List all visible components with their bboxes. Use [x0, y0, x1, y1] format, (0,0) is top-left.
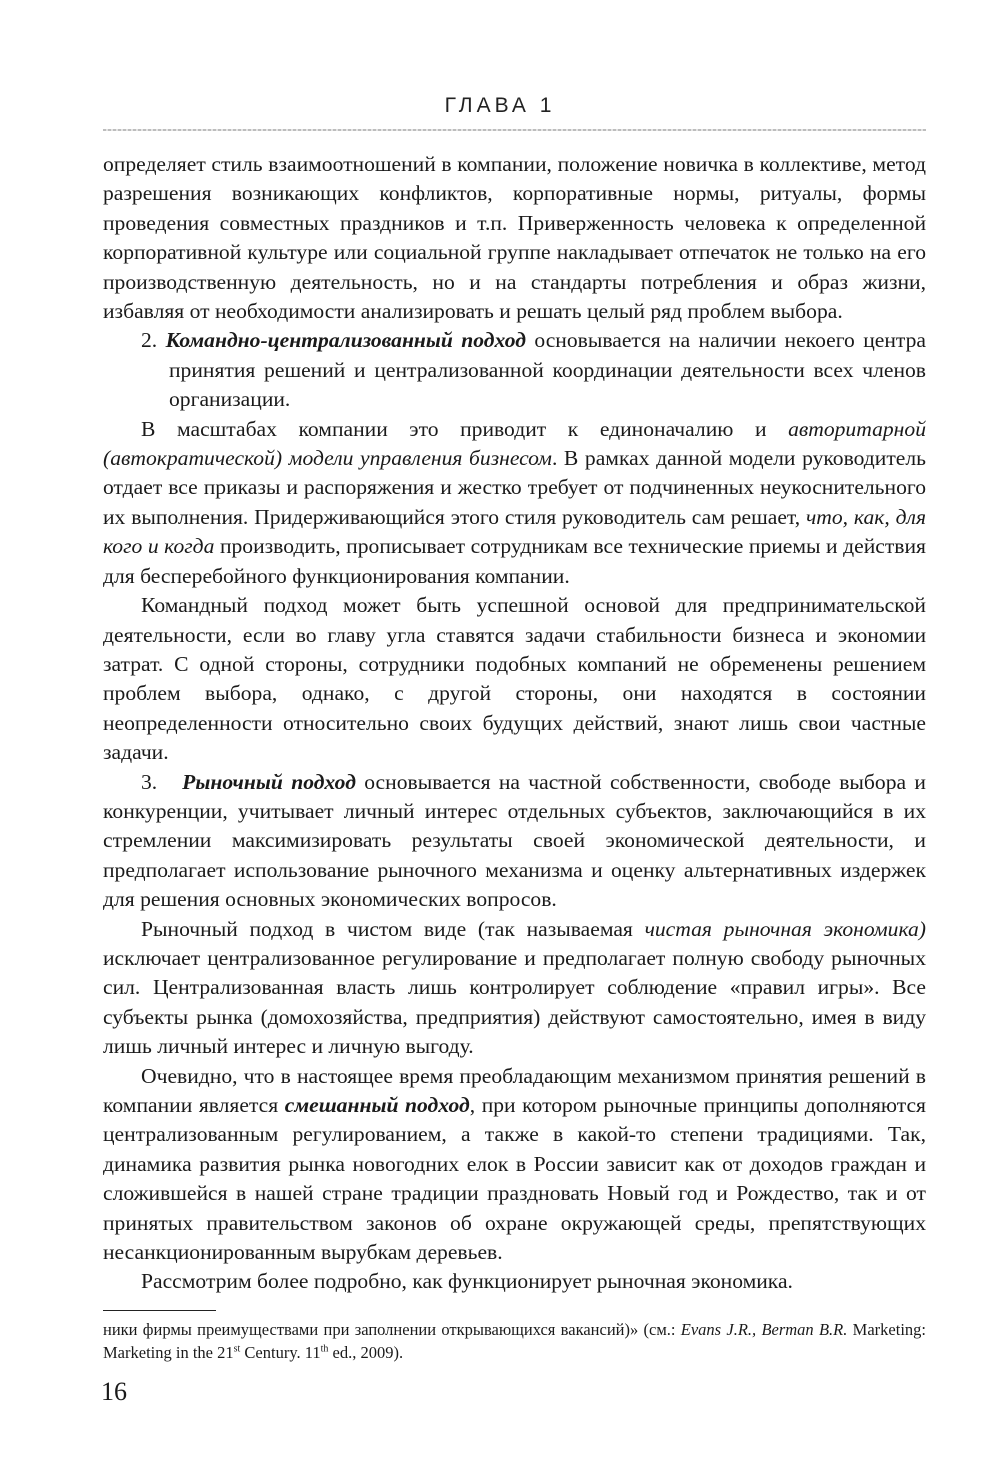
list-number: 2. — [141, 328, 158, 353]
text-run: исключает централизованное регулирование и предполагает полную свободу рыночных сил. Централизованная власть лишь контролирует соблюдение «правил игры». Все субъекты рынка (домохозяйства, предприятия) действуют самостоятельно, имея в виду лишь личный интерес и личную выгоду. — [103, 945, 926, 1059]
footnote-authors: Evans J.R., Berman B.R. — [680, 1320, 848, 1339]
text-run: , при котором рыночные принципы дополняются централизованным регулированием, а также в какой-то степени традициями. Так, динамика развития рынка новогодних елок в России зависит как от доходов граждан и сложившейся в нашей стране традиции праздновать Новый год и Рождество, так и от принятых правительством законов об охране окружающей среды, препятствующих несанкционированным вырубкам деревьев. — [103, 1093, 926, 1265]
text-run: Marketing: Marketing in the 21 — [103, 1320, 926, 1362]
list-item-2 — [103, 326, 926, 414]
italic-term-authoritarian-model: авторитарной (автократической) модели управления бизнесом — [103, 416, 926, 471]
list-item-3 — [103, 768, 926, 915]
text-run: ники фирмы преимуществами при заполнении открывающихся вакансий)» (см.: — [103, 1320, 681, 1339]
text-run: . В рамках данной модели руководитель отдает все приказы и распоряжения и жестко требует от подчиненных неукоснительного их выполнения. Придерживающийся этого стиля руководитель сам решает, — [103, 446, 926, 529]
text-run: Очевидно, что в настоящее время преобладающим механизмом принятия решений в компании является — [103, 1063, 926, 1117]
text-run: производить, прописывает сотрудникам все технические приемы и действия для бесперебойного функционирования компании. — [103, 534, 926, 588]
paragraph-1: определяет стиль взаимоотношений в компании, положение новичка в коллективе, метод разрешения возникающих конфликтов, корпоративные нормы, ритуалы, формы проведения совместных праздников и т.п. Приверженность человека к определенной корпоративной культуре или социальной группе накладывает отпечаток не только на его производственную деятельность, но и на стандарты потребления и образ жизни, избавляя от необходимости анализировать и решать целый ряд проблем выбора. — [103, 152, 926, 324]
term-mixed-approach: смешанный подход — [284, 1093, 470, 1117]
paragraph-4 — [103, 915, 926, 1062]
body-text — [103, 150, 926, 1297]
header-divider — [103, 129, 926, 131]
term-market-approach: Рыночный подход — [182, 769, 356, 794]
paragraph-5 — [103, 1062, 926, 1268]
term-command-centralized: Командно-централизованный подход — [165, 328, 526, 353]
text-run: Рыночный подход в чистом виде (так называемая — [141, 916, 645, 941]
list-number: 3. — [141, 769, 158, 794]
footnote-divider — [103, 1310, 216, 1311]
text-run: В масштабах компании это приводит к единоначалию и — [141, 416, 789, 441]
italic-term-pure-market: чистая рыночная экономика) — [644, 916, 926, 941]
italic-phrase: что, как, для кого и когда — [103, 504, 926, 559]
chapter-heading: ГЛАВА 1 — [444, 94, 556, 117]
list-item-text: основывается на частной собственности, свободе выбора и конкуренции, учитывает личный интерес отдельных субъектов, заключающийся в их стремлении максимизировать результаты своей экономической деятельности, и предполагает использование рыночного механизма и оценку альтернативных издержек для решения основных экономических вопросов. — [103, 769, 926, 912]
list-item-text: основывается на наличии некоего центра принятия решений и централизованной координации деятельности всех членов организации. — [169, 328, 926, 412]
footnote — [103, 1318, 926, 1364]
superscript: th — [320, 1343, 329, 1355]
text-run: ed., 2009). — [328, 1343, 404, 1362]
superscript: st — [233, 1343, 241, 1355]
paragraph-3: Командный подход может быть успешной основой для предпринимательской деятельности, если во главу угла ставятся задачи стабильности бизнеса и экономии затрат. С одной стороны, сотрудники подобных компаний не обременены решением проблем выбора, однако, с другой стороны, они находятся в состоянии неопределенности относительно своих будущих действий, знают лишь свои частные задачи. — [103, 593, 926, 765]
paragraph-6: Рассмотрим более подробно, как функционирует рыночная экономика. — [141, 1269, 793, 1294]
page-number: 16 — [101, 1377, 127, 1406]
text-run: Century. 11 — [240, 1343, 321, 1362]
paragraph-2 — [103, 415, 926, 591]
